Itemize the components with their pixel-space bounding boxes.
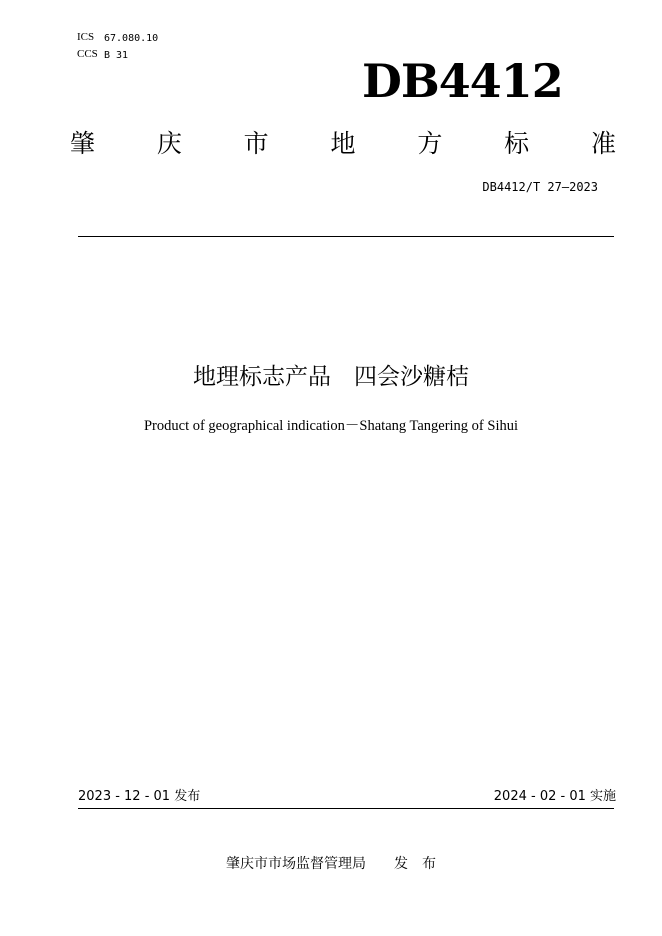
ccs-code: B 31	[104, 50, 129, 61]
publisher-line: 肇庆市市场监督管理局 发 布	[226, 856, 436, 872]
ccs-label: CCS	[77, 48, 98, 60]
publish-date: 2023 - 12 - 01 发布	[78, 789, 201, 804]
issuer-banner	[70, 126, 616, 162]
issuer-char: 肇	[70, 129, 96, 158]
issuer-char: 市	[243, 129, 269, 158]
db-logo: DB4412	[362, 54, 563, 108]
issuer-char: 准	[590, 129, 616, 158]
bottom-divider	[78, 808, 614, 809]
ics-label: ICS	[77, 31, 95, 43]
issuer-char: 方	[417, 129, 443, 158]
implement-date: 2024 - 02 - 01 实施	[493, 789, 616, 804]
top-divider	[78, 236, 614, 237]
document-title-chinese: 地理标志产品 四会沙糖桔	[193, 364, 469, 390]
issuer-char: 庆	[156, 129, 182, 158]
issuer-char: 标	[504, 129, 530, 158]
standard-number: DB4412/T 27—2023	[482, 180, 598, 194]
document-title-english: Product of geographical indication－Shatang Tangering of Sihui	[143, 418, 519, 434]
ics-code: 67.080.10	[104, 33, 159, 44]
issuer-char: 地	[330, 129, 356, 158]
